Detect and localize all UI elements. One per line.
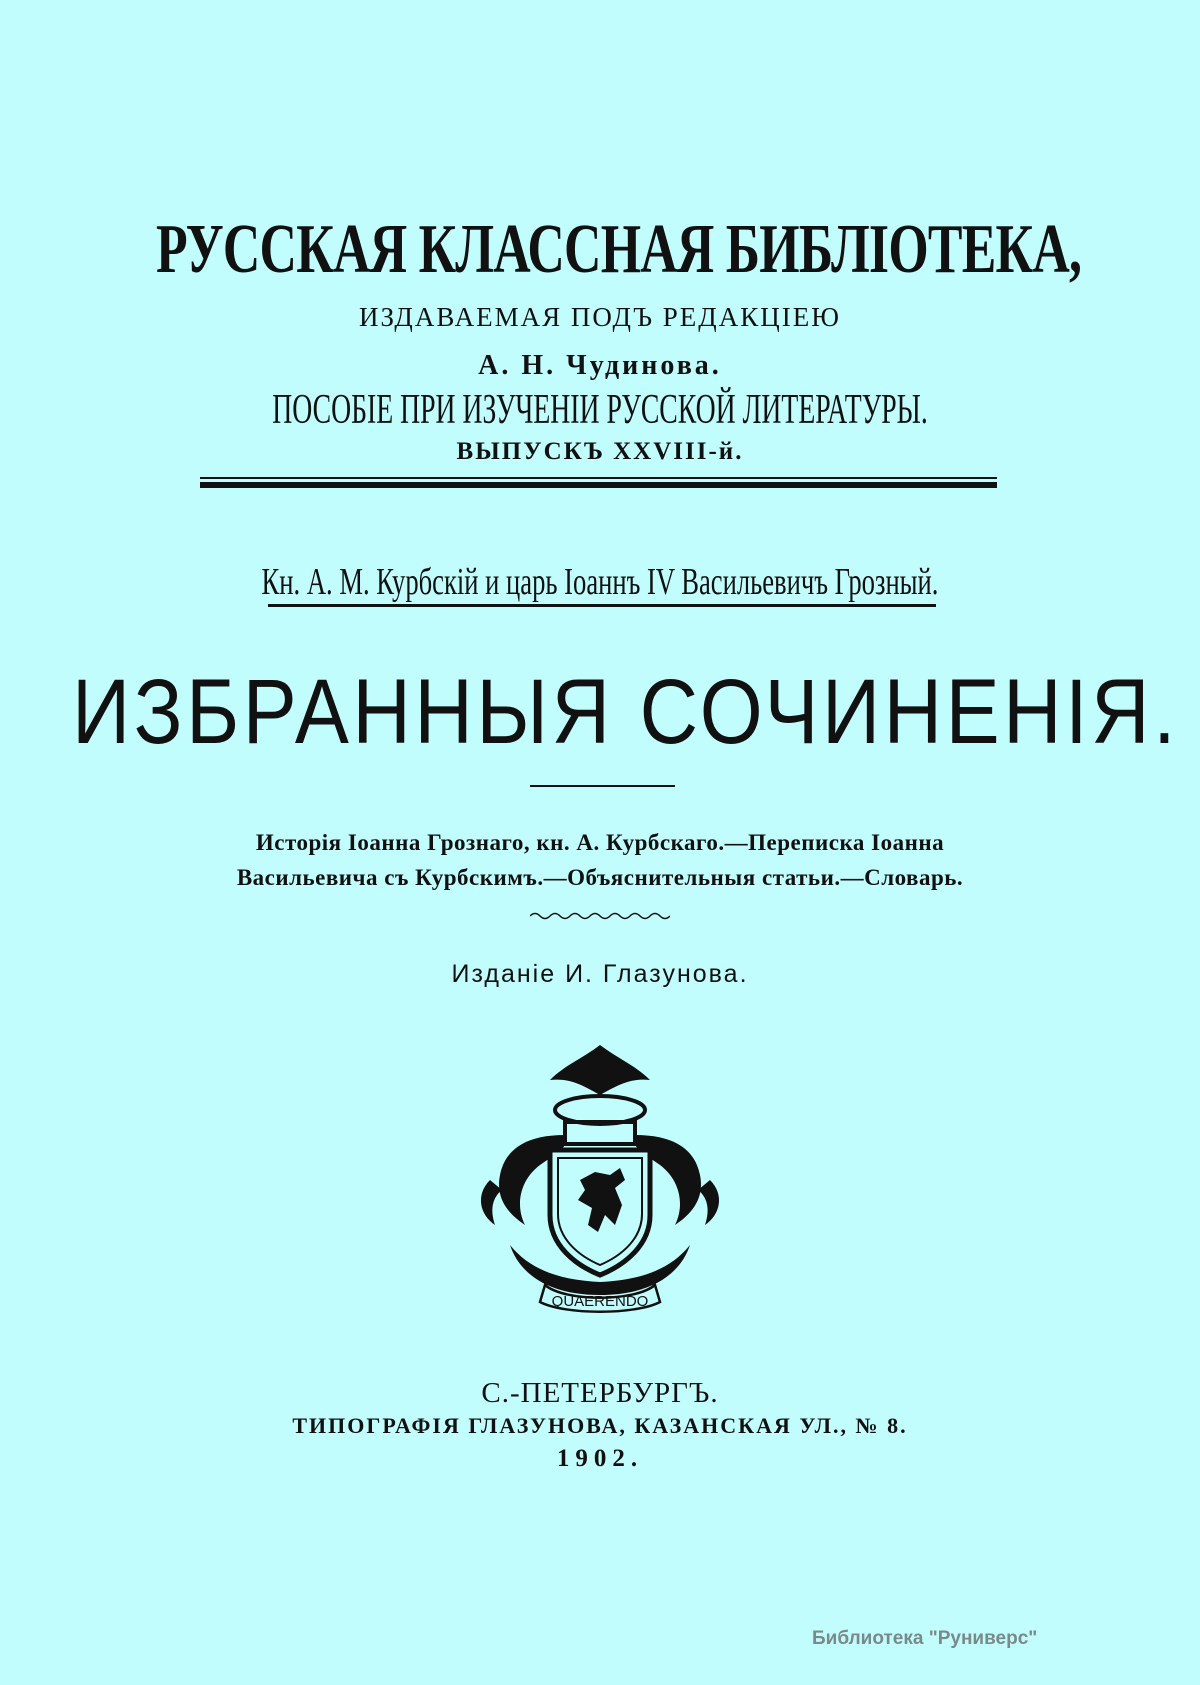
main-title: ИЗБРАННЫЯ СОЧИНЕНІЯ. bbox=[72, 661, 1180, 763]
contents-block bbox=[0, 825, 1200, 895]
authors-underline bbox=[268, 604, 936, 607]
aid-line: ПОСОБІЕ ПРИ ИЗУЧЕНІИ РУССКОЙ ЛИТЕРАТУРЫ. bbox=[272, 387, 928, 433]
header-divider-thick bbox=[200, 482, 997, 488]
series-title: РУССКАЯ КЛАССНАЯ БИБЛІОТЕКА, bbox=[156, 211, 1082, 288]
publisher-emblem bbox=[470, 1040, 730, 1315]
library-watermark: Библиотека "Руниверс" bbox=[812, 1628, 1038, 1649]
emblem-motto: QUAERENDO bbox=[551, 1293, 649, 1310]
contents-line-2: Васильевича съ Курбскимъ.—Объяснительныя статьи.—Словарь. bbox=[236, 865, 964, 890]
imprint-year: 1902. bbox=[556, 1445, 644, 1472]
imprint-city: С.-ПЕТЕРБУРГЪ. bbox=[481, 1377, 719, 1409]
edition-line: Изданіе И. Глазунова. bbox=[451, 960, 749, 988]
imprint-printer: ТИПОГРАФІЯ ГЛАЗУНОВА, КАЗАНСКАЯ УЛ., № 8. bbox=[292, 1413, 908, 1438]
published-under-line: ИЗДАВАЕМАЯ ПОДЪ РЕДАКЦІЕЮ bbox=[359, 302, 841, 332]
editor-name: А. Н. Чудинова. bbox=[478, 350, 722, 381]
title-divider bbox=[530, 785, 675, 787]
ornament-squiggle bbox=[530, 910, 670, 922]
authors-line: Кн. А. М. Курбскій и царь Іоаннъ IV Васильевичъ Грозный. bbox=[261, 561, 939, 603]
issue-number: ВЫПУСКЪ XXVIII-й. bbox=[456, 438, 744, 465]
header-divider-thin bbox=[200, 477, 997, 479]
contents-line-1: Исторія Іоанна Грознаго, кн. А. Курбскаго.—Переписка Іоанна bbox=[255, 830, 945, 855]
